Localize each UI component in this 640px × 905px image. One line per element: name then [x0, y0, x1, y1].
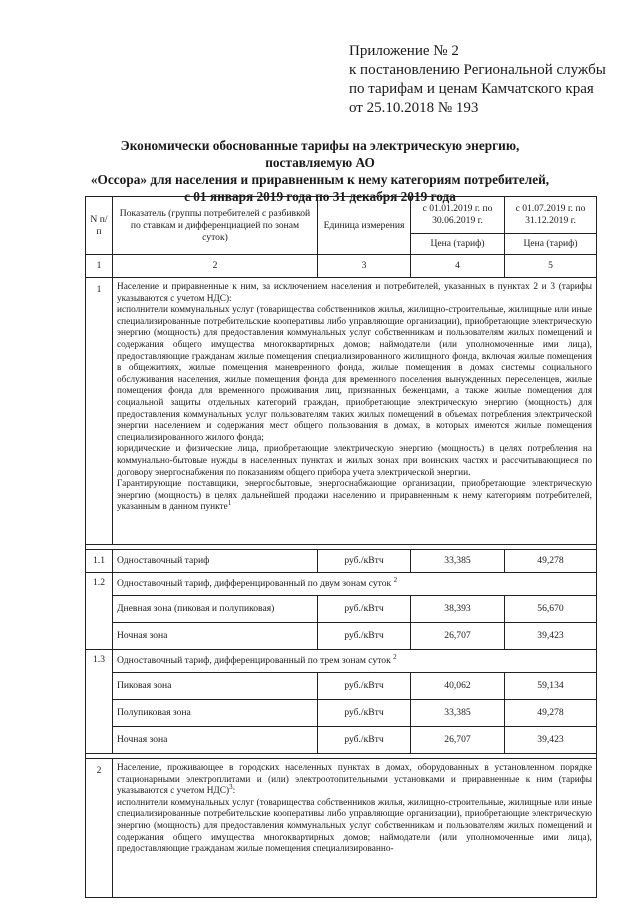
row-value-1: 26,707 [411, 623, 505, 650]
title-line: с 01 января 2019 года по 31 декабря 2019 года [184, 189, 456, 204]
row-value-2: 56,670 [505, 596, 597, 623]
table-row [86, 550, 597, 573]
row-number: 1.2 [86, 573, 113, 650]
footnote-mark: 1 [227, 499, 232, 508]
title-line: «Оссора» для населения и приравненным к нему категориям потребителей, [90, 172, 550, 187]
row-label: Ночная зона [113, 727, 318, 754]
tariff-table [85, 196, 597, 898]
table-row [86, 623, 597, 650]
table-row [86, 573, 597, 596]
row-value-1: 33,385 [411, 700, 505, 727]
header-period-1: с 01.01.2019 г. по 30.06.2019 г. [411, 197, 505, 234]
section-row [86, 278, 597, 545]
section-paragraph: юридические и физические лица, приобретающие электрическую энергию (мощность) в целях потребления на коммунально-бытовые нужды в населенных пунктах и жилых зонах при воинских частях и рассчитывающиеся по договору энергоснабжения по показаниям общего прибора учета электрической энергии. [117, 444, 592, 478]
appendix-line: Приложение № 2 [349, 43, 459, 59]
section-paragraph-text: Население, проживающее в городских населенных пунктах в домах, оборудованных в установленном порядке стационарными электроплитами и (или) электроотопительными установками и приравненные к ним (тарифы указываются с учетом НДС) [117, 763, 592, 797]
row-unit: руб./кВтч [318, 623, 411, 650]
section-1-description [113, 278, 597, 545]
footnote-mark: 3 [229, 783, 233, 792]
section-2-description [113, 759, 597, 898]
row-label-text: Одноставочный тариф, дифференцированный по трем зонам суток [117, 655, 391, 666]
column-number: 3 [318, 255, 411, 278]
row-value-2: 49,278 [505, 550, 597, 573]
section-paragraph [117, 763, 592, 798]
table-header-row [86, 197, 597, 234]
table-row [86, 700, 597, 727]
section-paragraph: исполнители коммунальных услуг (товарищества собственников жилья, жилищно-строительные, жилищные или иные специализированные потребительские кооперативы либо управляющие организации), приобретающие электрическую энергию (мощность) для предоставления коммунальных услуг собственникам и пользователям жилых помещений и содержания общего имущества многоквартирных домов; наймодатели (или уполномоченные ими лица), предоставляющие гражданам жилые помещения специализированного жилищного фонда, включая жилые помещения в общежитиях, жилые помещения маневренного фонда, жилые помещения в домах системы социального обслуживания населения, жилые помещения фонда для временного поселения вынужденных переселенцев, жилые помещения фонда для временного проживания лиц, признанных беженцами, а также жилые помещения для социальной защиты отдельных категорий граждан, приобретающие электрическую энергию (мощность) для предоставления коммунальных услуг пользователям таких жилых помещений в объемах потребления электрической энергии населением и содержания мест общего пользования в домах, в которых имеются жилые помещения специализированного жилого фонда; [117, 305, 592, 443]
table-row [86, 673, 597, 700]
row-value-1: 38,393 [411, 596, 505, 623]
appendix-line: по тарифам и ценам Камчатского края [349, 81, 594, 97]
section-paragraph-tail: : [232, 786, 236, 797]
table-row [86, 727, 597, 754]
row-number: 1.1 [86, 550, 113, 573]
appendix-block [349, 42, 629, 118]
title-line: Экономически обоснованные тарифы на электрическую энергию, поставляемую АО [120, 138, 520, 170]
row-value-2: 49,278 [505, 700, 597, 727]
row-label [113, 573, 597, 596]
row-value-2: 39,423 [505, 623, 597, 650]
row-number: 1.3 [86, 650, 113, 754]
row-label: Дневная зона (пиковая и полупиковая) [113, 596, 318, 623]
row-unit: руб./кВтч [318, 673, 411, 700]
row-label-text: Одноставочный тариф, дифференцированный по двум зонам суток [117, 578, 392, 589]
column-number-row [86, 255, 597, 278]
row-label: Одноставочный тариф [113, 550, 318, 573]
section-paragraph-text: Гарантирующие поставщики, энергосбытовые, энергоснабжающие организации, приобретающие электрическую энергию (мощность) в целях дальнейшей продажи населению и приравненным к нему категориям потребителей, указанным в данном пункте [117, 479, 592, 513]
row-label: Пиковая зона [113, 673, 318, 700]
column-number: 2 [113, 255, 318, 278]
table-row [86, 596, 597, 623]
row-unit: руб./кВтч [318, 727, 411, 754]
header-num: N п/п [86, 197, 113, 255]
row-unit: руб./кВтч [318, 596, 411, 623]
row-number: 2 [86, 759, 113, 898]
row-value-1: 33,385 [411, 550, 505, 573]
header-unit: Единица измерения [318, 197, 411, 255]
section-paragraph: исполнители коммунальных услуг (товарищества собственников жилья, жилищно-строительные, жилищные или иные специализированные потребительские кооперативы либо управляющие организации), приобретающие электрическую энергию (мощность) для предоставления коммунальных услуг собственникам и пользователям жилых помещений и содержания общего имущества многоквартирных домов; наймодатели (или уполномоченные ими лица), предоставляющие гражданам жилые помещения специализированно- [117, 797, 592, 855]
column-number: 5 [505, 255, 597, 278]
row-label: Ночная зона [113, 623, 318, 650]
document-title [80, 137, 560, 205]
header-price-1: Цена (тариф) [411, 234, 505, 255]
footnote-mark: 2 [393, 575, 398, 584]
section-paragraph: Население и приравненные к ним, за исключением населения и потребителей, указанных в пунктах 2 и 3 (тарифы указываются с учетом НДС): [117, 282, 592, 304]
row-number: 1 [86, 278, 113, 545]
section-row [86, 759, 597, 898]
row-value-1: 26,707 [411, 727, 505, 754]
header-period-2: с 01.07.2019 г. по 31.12.2019 г. [505, 197, 597, 234]
column-number: 4 [411, 255, 505, 278]
row-label [113, 650, 597, 673]
column-number: 1 [86, 255, 113, 278]
section-paragraph [117, 479, 592, 514]
table-row [86, 650, 597, 673]
row-unit: руб./кВтч [318, 550, 411, 573]
row-value-1: 40,062 [411, 673, 505, 700]
row-value-2: 39,423 [505, 727, 597, 754]
appendix-line: от 25.10.2018 № 193 [349, 100, 479, 116]
row-label: Полупиковая зона [113, 700, 318, 727]
appendix-line: к постановлению Региональной службы [349, 62, 606, 78]
row-value-2: 59,134 [505, 673, 597, 700]
header-indicator: Показатель (группы потребителей с разбивкой по ставкам и дифференциацией по зонам суток) [113, 197, 318, 255]
footnote-mark: 2 [393, 652, 397, 661]
row-unit: руб./кВтч [318, 700, 411, 727]
header-price-2: Цена (тариф) [505, 234, 597, 255]
